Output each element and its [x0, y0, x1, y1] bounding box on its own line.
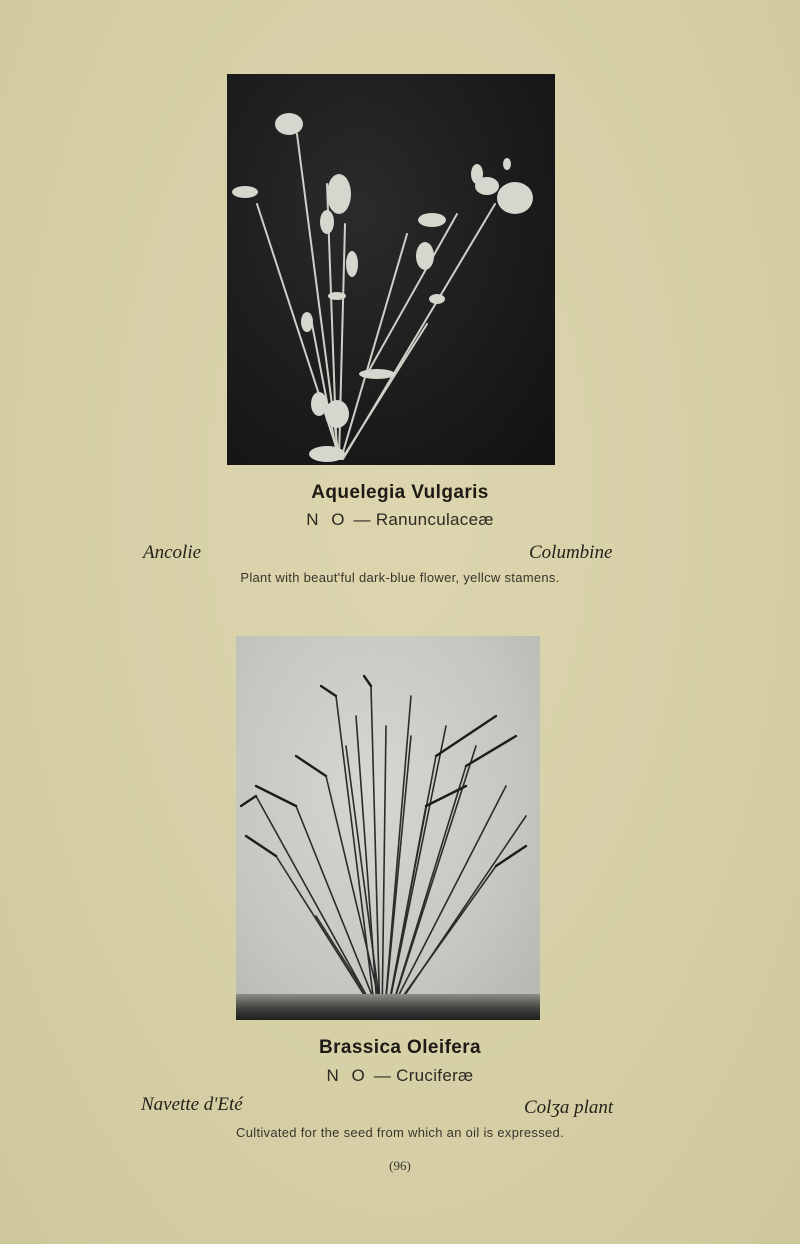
colza-illustration: [236, 636, 540, 1020]
plate-2-description: Cultivated for the seed from which an oil is expressed.: [236, 1125, 564, 1140]
plate-1-natural-order: [0, 510, 800, 530]
plate-2-french-name: Navette d'Eté: [141, 1094, 243, 1115]
plate-1-order-family: Ranunculaceæ: [375, 510, 494, 529]
plate-1-english-name: Columbine: [529, 542, 613, 563]
colza-photo: [236, 636, 540, 1020]
colza-photo-ground: [236, 994, 540, 1020]
plate-2-order-prefix: N O: [326, 1066, 369, 1085]
plate-1-latin-name: Aquelegia Vulgaris: [311, 482, 489, 503]
plate-2-english-name: Colʒa plant: [524, 1097, 614, 1118]
plate-1-description: Plant with beaut'ful dark-blue flower, yellcw stamens.: [240, 570, 560, 585]
columbine-illustration: [227, 74, 555, 465]
columbine-photo: [227, 74, 555, 465]
plate-2-natural-order: [0, 1066, 800, 1086]
plate-2-order-family: Cruciferæ: [396, 1066, 474, 1085]
plate-1-order-dash: —: [353, 510, 371, 529]
plate-1-order-prefix: N O: [306, 510, 349, 529]
page-number: (96): [389, 1158, 411, 1173]
plate-2-latin-name: Brassica Oleifera: [318, 1037, 482, 1058]
plate-1-french-name: Ancolie: [143, 542, 202, 563]
plate-2-order-dash: —: [373, 1066, 392, 1085]
